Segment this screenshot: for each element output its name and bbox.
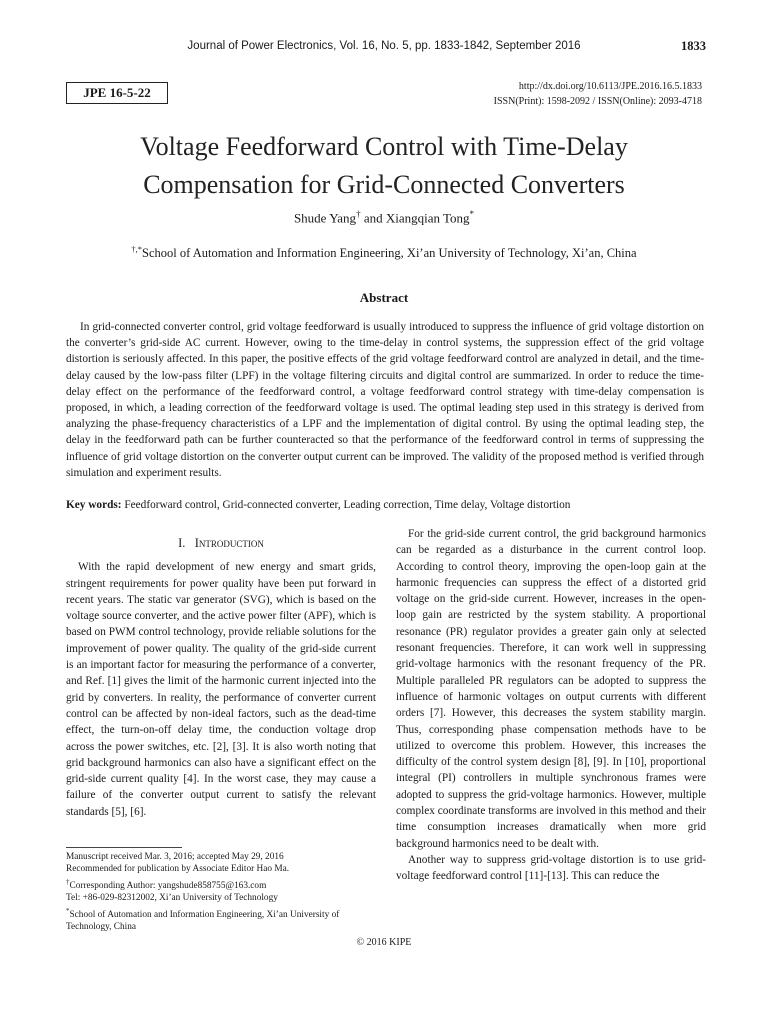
page-number: 1833: [681, 39, 706, 53]
affiliation: [0, 244, 768, 261]
doi-block: [494, 79, 702, 109]
footnote-divider: [66, 847, 182, 848]
intro-paragraph-1: With the rapid development of new energy and smart grids, stringent requirements for power quality have been put forward in recent years. The static var generator (SVG), which is based on the voltage source converter, and the active power filter (APF), which is based on PWM control technology, provide reliable solutions for the improvement of power quality. The quality of the grid-side current is an important factor for measuring the performance of a converter, and Ref. [1] gives the limit of the harmonic current injected into the grid by converters. In reality, the performance of converter current control can be affected by non-ideal factors, such as the dead-time effect, the turn-on-off delay time, the conduction voltage drop across the power switches, etc. [2], [3]. It is also worth noting that grid background harmonics can also have a significant effect on the grid-side current quality [4]. In the worst case, they may cause a failure of the converter output current to satisfy the relevant standards [5], [6].: [66, 561, 376, 818]
journal-citation: Journal of Power Electronics, Vol. 16, No. 5, pp. 1833-1842, September 2016: [187, 40, 581, 52]
left-column: [66, 535, 376, 820]
author-1: Shude Yang: [293, 210, 357, 226]
footnote-received: Manuscript received Mar. 3, 2016; accepted May 29, 2016: [66, 852, 284, 862]
abstract-heading: Abstract: [359, 290, 409, 305]
keywords-text: Feedforward control, Grid-connected converter, Leading correction, Time delay, Voltage distortion: [121, 499, 571, 511]
footnote-school: [66, 905, 382, 934]
footnote-tel: Tel: +86-029-82312002, Xi’an University of Technology: [66, 893, 278, 904]
abstract-body: In grid-connected converter control, grid voltage feedforward is usually introduced to suppress the influence of grid voltage distortion on the converter’s grid-side AC current. However, owing to the time-delay in control systems, the suppression effect of the grid voltage distortion is seriously affected. In this paper, the positive effects of the grid voltage feedforward control are analyzed in detail, and the time-delay caused by the low-pass filter (LPF) in the voltage filtering circuits and digital control are summarized. In order to reduce the time-delay effect on the performance of the feedforward control, a voltage feedforward control strategy with time-delay compensation is proposed, in which, a leading correction of the feedforward voltage is used. The optimal leading step used in this strategy is derived from analyzing the phase-frequency characteristics of a LPF and the implementation of digital control. By using the optimal leading step, the delay in the feedforward path can be further counteracted so that the performance of the feedforward control in terms of suppressing the influence of grid voltage distortion on the converter output current can be improved. The validity of the proposed method is verified through simulation and experiment results.: [66, 321, 704, 479]
section-numeral: I.: [178, 536, 186, 550]
copyright: © 2016 KIPE: [356, 937, 412, 948]
issn: ISSN(Print): 1598-2092 / ISSN(Online): 2093-4718: [493, 96, 702, 107]
footnote-corresponding: [66, 876, 382, 893]
affiliation-marks: †,*: [131, 244, 143, 254]
footnotes: [66, 851, 382, 934]
jpe-id-box: JPE 16-5-22: [66, 82, 168, 104]
school-mark: *: [66, 906, 70, 915]
keywords-label: Key words:: [66, 499, 122, 511]
corresponding-mark: †: [66, 877, 70, 886]
corresponding-author: Corresponding Author: yangshude858755@163.com: [69, 880, 267, 891]
footnote-recommended: Recommended for publication by Associate Editor Hao Ma.: [66, 864, 290, 875]
author-list: [0, 209, 768, 226]
author-2-mark: *: [469, 209, 475, 219]
keywords: [66, 497, 706, 513]
author-2: Xiangqian Tong: [385, 210, 470, 226]
section-title: Introduction: [194, 536, 264, 550]
title-line-1: Voltage Feedforward Control with Time-Delay: [140, 132, 628, 161]
paper-title: [0, 128, 768, 204]
title-line-2: Compensation for Grid-Connected Converters: [143, 170, 625, 199]
author-connector: and: [360, 210, 386, 226]
doi-link[interactable]: http://dx.doi.org/10.6113/JPE.2016.16.5.1833: [518, 81, 702, 92]
intro-paragraph-2: For the grid-side current control, the grid background harmonics can be regarded as a disturbance in the current control loop. According to control theory, improving the open-loop gain at the harmonic frequencies can suppress the effect of a distorted grid voltage on the grid-side current. However, increases in the open-loop gain are restricted by the system stability. A proportional resonance (PR) regulator provides a greater gain only at selected resonant frequencies. Therefore, it can work well in suppressing grid-voltage harmonics with the resonant frequency of the PR. Multiple paralleled PR regulators can be adopted to suppress the influence of harmonic voltages on output currents with different orders [7]. However, this decreases the system stability margin. Thus, corresponding phase compensation methods have to be utilized to overcome this problem. However, this increases the difficulty of the control system design [8], [9]. In [10], proportional integral (PI) controllers in multiple synchronous frames were adopted to suppress the grid-voltage harmonics. However, multiple complex coordinate transforms are involved in this method and their time consumption increases dramatically when more grid background harmonics need to be dealt with.: [396, 528, 706, 850]
author-1-mark: †: [356, 209, 361, 219]
intro-paragraph-3: Another way to suppress grid-voltage distortion is to use grid-voltage feedforward control [11]-[13]. This can reduce the: [396, 853, 706, 883]
section-heading-introduction: [66, 535, 376, 551]
right-column: [396, 526, 706, 885]
school-affiliation: School of Automation and Information Engineering, Xi’an University of Technology, China: [66, 909, 340, 933]
affiliation-text: School of Automation and Information Engineering, Xi’an University of Technology, Xi’an, China: [142, 246, 637, 261]
